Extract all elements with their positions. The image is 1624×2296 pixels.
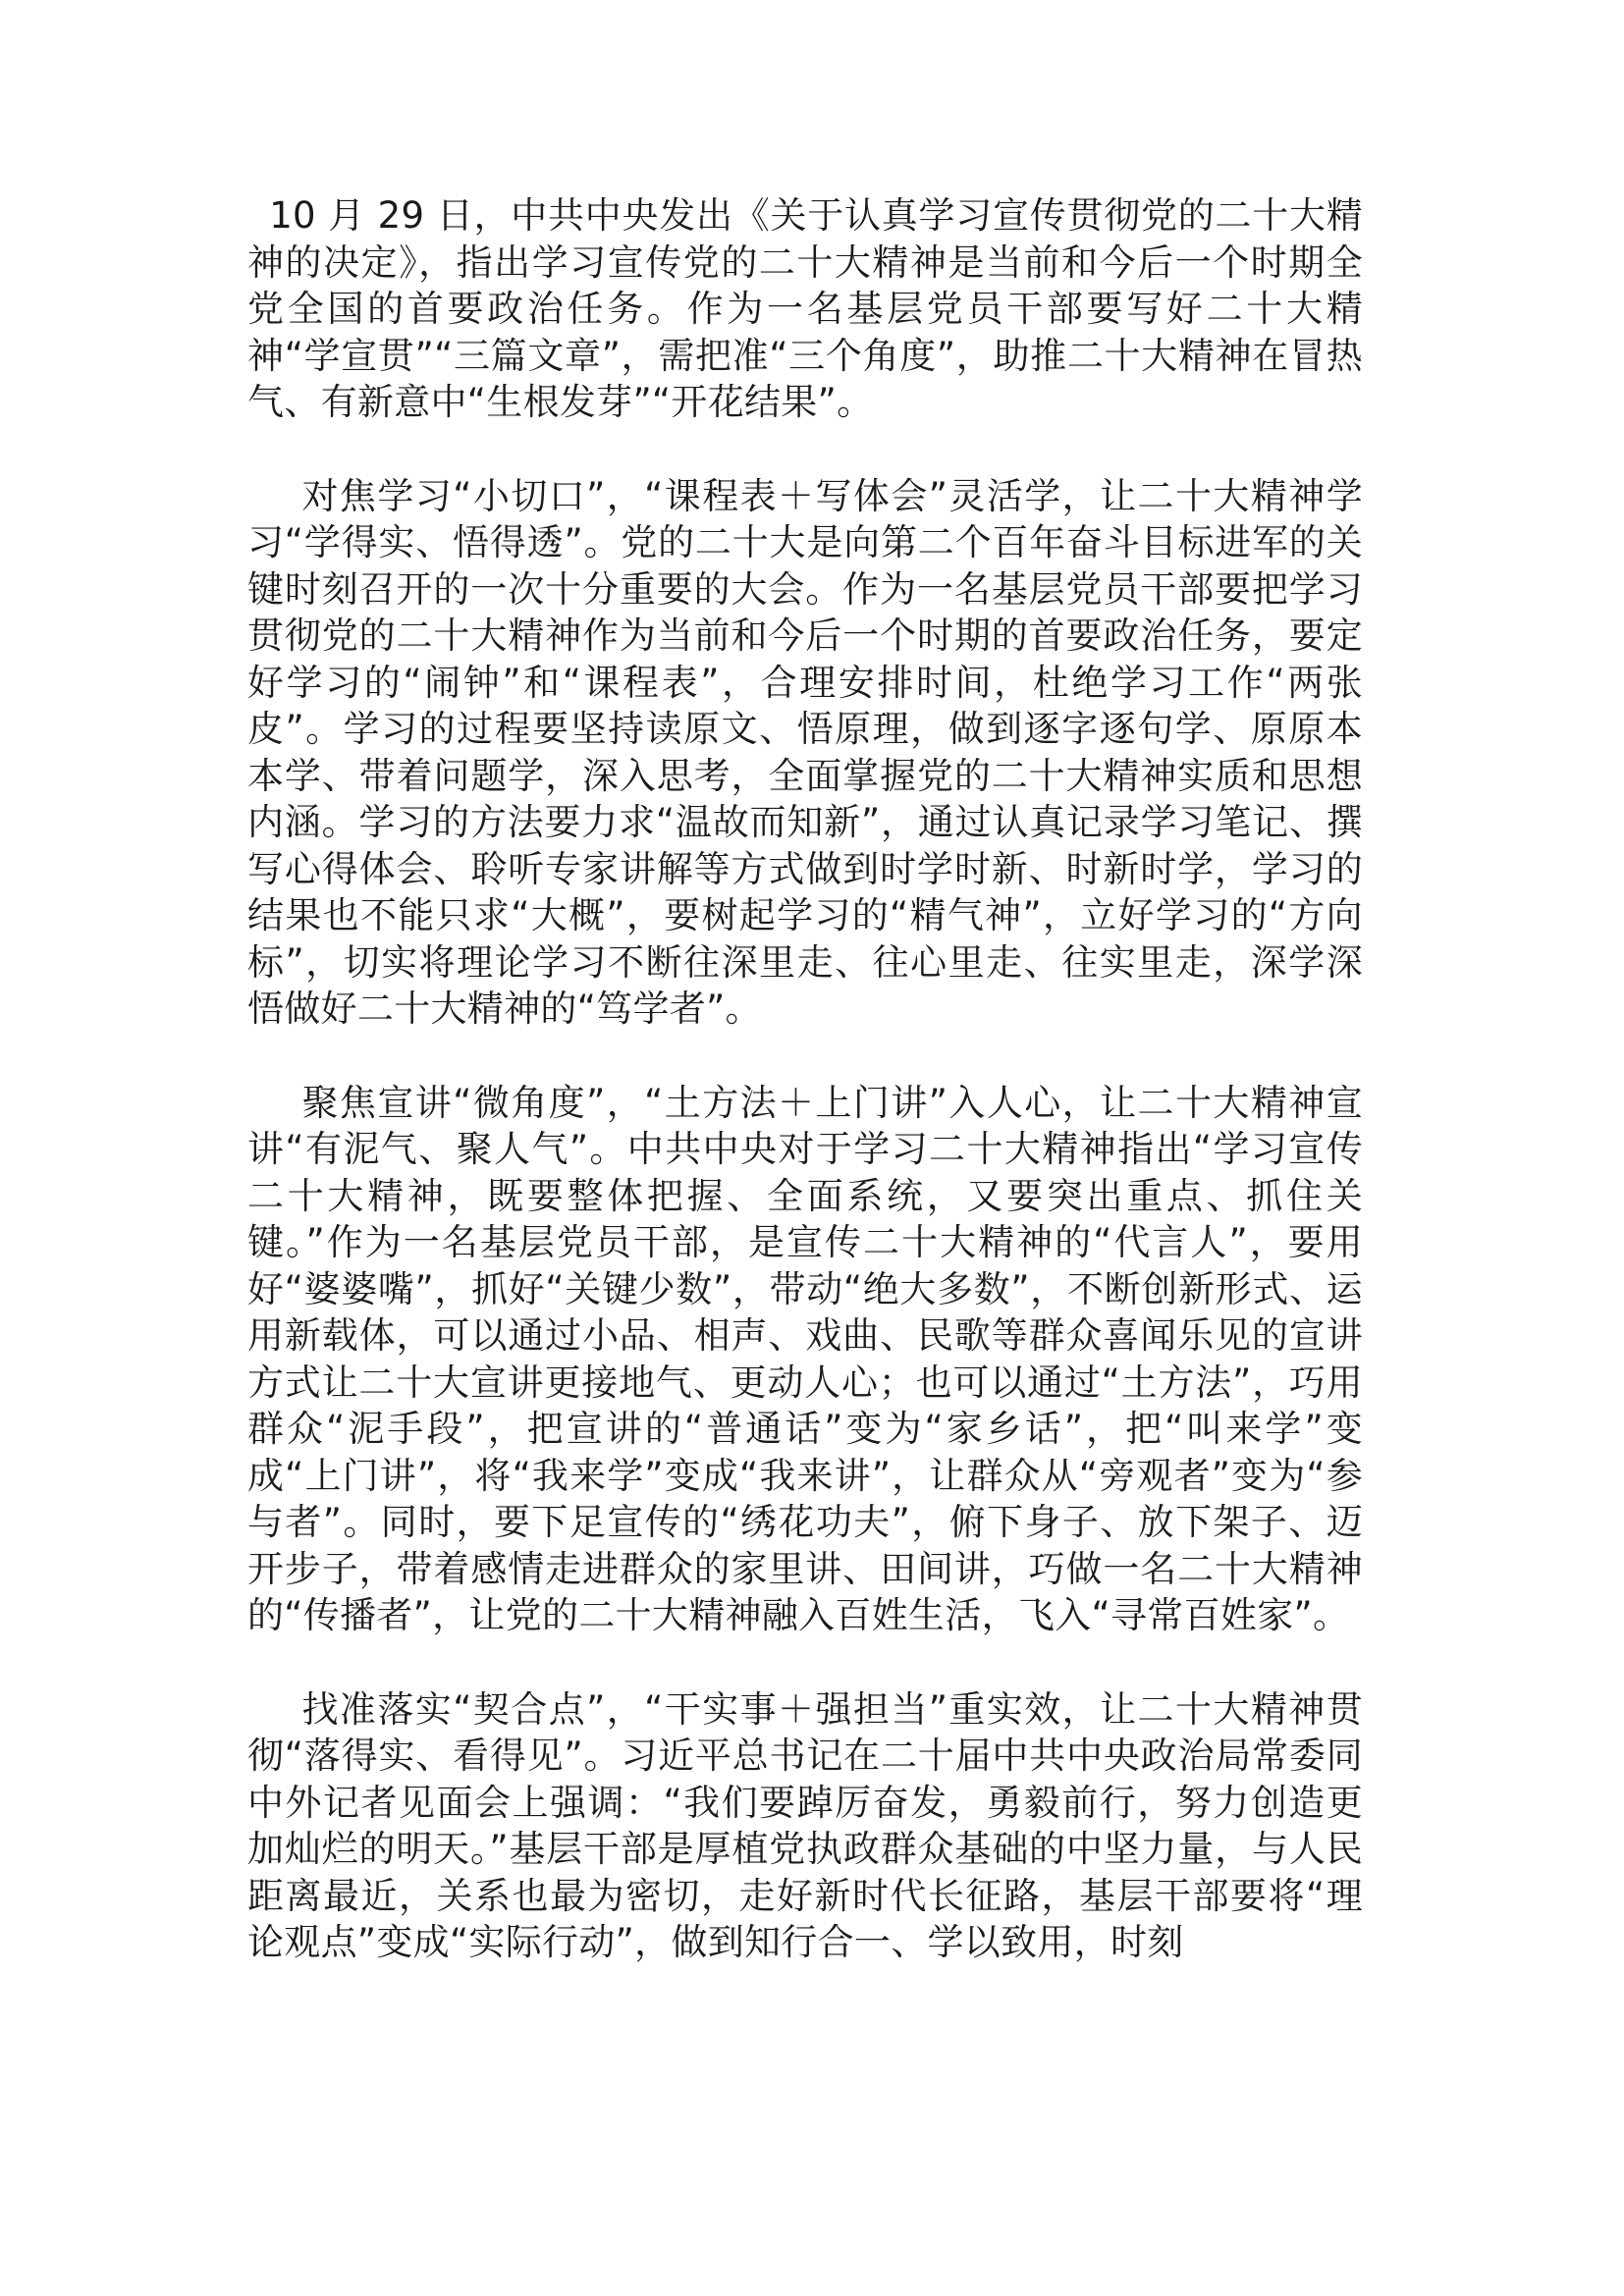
paragraph-intro: 10 月 29 日，中共中央发出《关于认真学习宣传贯彻党的二十大精神的决定》，指出学习宣传党的二十大精神是当前和今后一个时期全党全国的首要政治任务。作为一名基层党员干部要写好二十大精神“学宣贯”“三篇文章”，需把准“三个角度”，助推二十大精神在冒热气、有新意中“生根发芽”“开花结果”。: [247, 194, 1363, 423]
document-body: [247, 192, 1363, 1966]
paragraph-study: 对焦学习“小切口”，“课程表＋写体会”灵活学，让二十大精神学习“学得实、悟得透”。党的二十大是向第二个百年奋斗目标进军的关键时刻召开的一次十分重要的大会。作为一名基层党员干部要把学习贯彻党的二十大精神作为当前和今后一个时期的首要政治任务，要定好学习的“闹钟”和“课程表”，合理安排时间，杜绝学习工作“两张皮”。学习的过程要坚持读原文、悟原理，做到逐字逐句学、原原本本学、带着问题学，深入思考，全面掌握党的二十大精神实质和思想内涵。学习的方法要力求“温故而知新”，通过认真记录学习笔记、撰写心得体会、聆听专家讲解等方式做到时学时新、时新时学，学习的结果也不能只求“大概”，要树起学习的“精气神”，立好学习的“方向标”，切实将理论学习不断往深里走、往心里走、往实里走，深学深悟做好二十大精神的“笃学者”。: [247, 474, 1363, 1030]
paragraph-publicize: 聚焦宣讲“微角度”，“土方法＋上门讲”入人心，让二十大精神宣讲“有泥气、聚人气”。中共中央对于学习二十大精神指出“学习宣传二十大精神，既要整体把握、全面系统，又要突出重点、抓住关键。”作为一名基层党员干部，是宣传二十大精神的“代言人”，要用好“婆婆嘴”，抓好“关键少数”，带动“绝大多数”，不断创新形式、运用新载体，可以通过小品、相声、戏曲、民歌等群众喜闻乐见的宣讲方式让二十大宣讲更接地气、更动人心；也可以通过“土方法”，巧用群众“泥手段”，把宣讲的“普通话”变为“家乡话”，把“叫来学”变成“上门讲”，将“我来学”变成“我来讲”，让群众从“旁观者”变为“参与者”。同时，要下足宣传的“绣花功夫”，俯下身子、放下架子、迈开步子，带着感情走进群众的家里讲、田间讲，巧做一名二十大精神的“传播者”，让党的二十大精神融入百姓生活，飞入“寻常百姓家”。: [247, 1081, 1363, 1636]
paragraph-implement: 找准落实“契合点”，“干实事＋强担当”重实效，让二十大精神贯彻“落得实、看得见”。习近平总书记在二十届中共中央政治局常委同中外记者见面会上强调：“我们要踔厉奋发，勇毅前行，努力创造更加灿烂的明天。”基层干部是厚植党执政群众基础的中坚力量，与人民距离最近，关系也最为密切，走好新时代长征路，基层干部要将“理论观点”变成“实际行动”，做到知行合一、学以致用，时刻: [247, 1687, 1363, 1963]
